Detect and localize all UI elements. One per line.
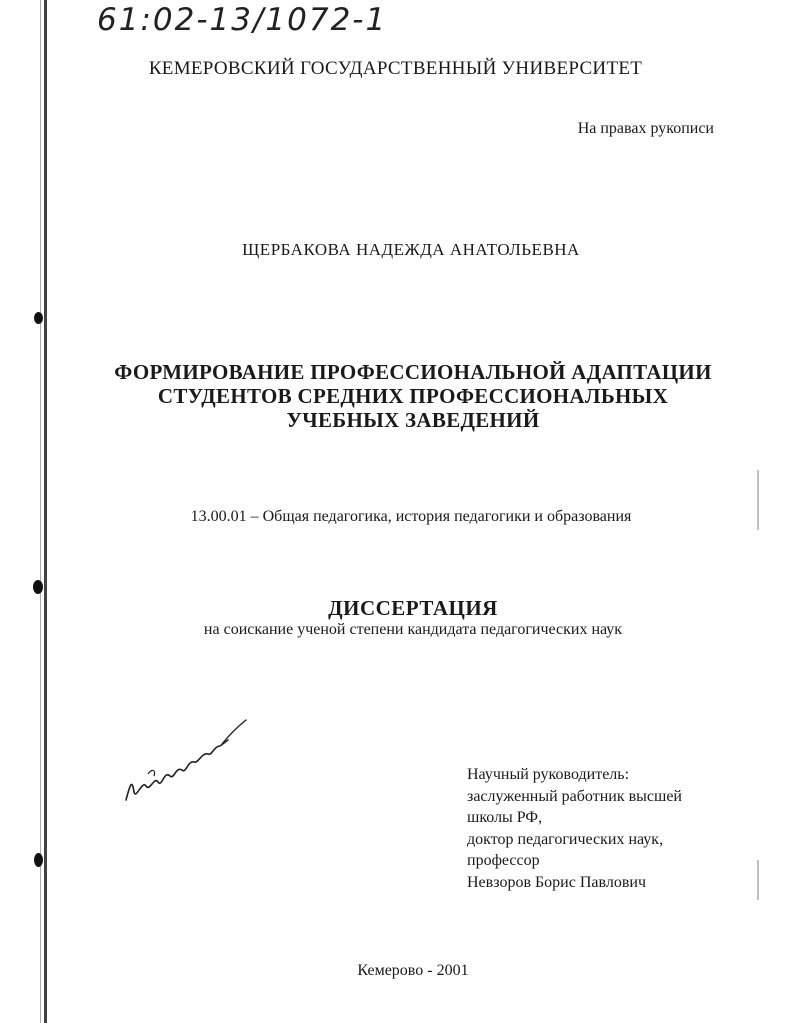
scan-dot <box>34 312 43 324</box>
supervisor-line: заслуженный работник высшей <box>467 787 682 805</box>
supervisor-name: Невзоров Борис Павлович <box>467 873 646 891</box>
supervisor-block <box>467 764 682 893</box>
handwritten-signature <box>118 700 258 820</box>
supervisor-line: Научный руководитель: <box>467 766 630 783</box>
supervisor-line: доктор педагогических наук, <box>467 830 664 848</box>
specialty-code: 13.00.01 – Общая педагогика, история педагогики и образования <box>190 508 632 525</box>
dissertation-title <box>0 360 791 432</box>
scan-edge-right <box>757 860 759 900</box>
title-line: ФОРМИРОВАНИЕ ПРОФЕССИОНАЛЬНОЙ АДАПТАЦИИ <box>114 360 712 384</box>
title-line: СТУДЕНТОВ СРЕДНИХ ПРОФЕССИОНАЛЬНЫХ <box>157 384 669 408</box>
scan-dot <box>33 580 43 594</box>
author-name: ЩЕРБАКОВА НАДЕЖДА АНАТОЛЬЕВНА <box>242 240 580 259</box>
manuscript-note: На правах рукописи <box>577 120 714 137</box>
university-name: КЕМЕРОВСКИЙ ГОСУДАРСТВЕННЫЙ УНИВЕРСИТЕТ <box>148 58 643 79</box>
scan-dot <box>34 853 43 867</box>
city-year: Кемерово - 2001 <box>357 962 469 979</box>
archive-code: 61:02-13/1072-1 <box>97 2 388 38</box>
title-line: УЧЕБНЫХ ЗАВЕДЕНИЙ <box>286 408 540 432</box>
document-type: ДИССЕРТАЦИЯ <box>328 596 498 620</box>
supervisor-line: профессор <box>467 852 540 869</box>
supervisor-line: школы РФ, <box>467 809 543 826</box>
degree-line: на соискание ученой степени кандидата педагогических наук <box>203 621 623 638</box>
